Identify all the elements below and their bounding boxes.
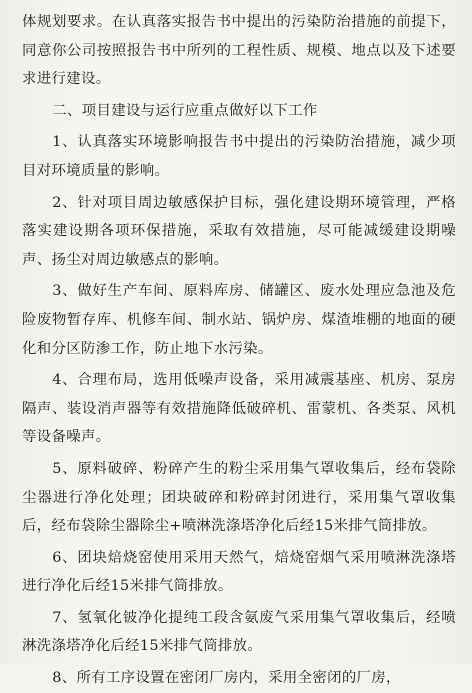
item-3: 3、做好生产车间、原料库房、储罐区、废水处理应急池及危险废物暂存库、机修车间、制水站、锅炉房、煤渣堆棚的地面的硬化和分区防渗工作，防止地下水污染。 [22, 283, 456, 357]
item-5: 5、原料破碎、粉碎产生的粉尘采用集气罩收集后，经布袋除尘器进行净化处理；团块破碎和粉碎封闭进行，采用集气罩收集后，经布袋除尘器除尘+喷淋洗涤塔净化后经15米排气筒排放。 [22, 460, 456, 535]
item-1: 1、认真落实环境影响报告书中提出的污染防治措施，减少项目对环境质量的影响。 [22, 134, 456, 179]
section-heading-2: 二、项目建设与运行应重点做好以下工作 [52, 102, 318, 119]
item-8: 8、所有工序设置在密闭厂房内，采用全密闭的厂房， [52, 670, 401, 687]
item-6: 6、团块焙烧窑使用采用天然气，焙烧窑烟气采用喷淋洗涤塔进行净化后经15米排气筒排放。 [22, 549, 456, 595]
paragraph-approval: 体规划要求。在认真落实报告书中提出的污染防治措施的前提下，同意你公司按照报告书中所列的工程性质、规模、地点以及下述要求进行建设。 [22, 14, 456, 88]
item-7: 7、氢氧化铍净化提纯工段含氨废气采用集气罩收集后，经喷淋洗涤塔净化后经15米排气筒排放。 [22, 609, 456, 655]
item-4: 4、合理布局，选用低噪声设备，采用减震基座、机房、泵房隔声、装设消声器等有效措施降低破碎机、雷蒙机、各类泵、风机等设备噪声。 [22, 372, 456, 446]
item-2: 2、针对项目周边敏感保护目标，强化建设期环境管理，严格落实建设期各项环保措施，采取有效措施，尽可能减缓建设期噪声、扬尘对周边敏感点的影响。 [22, 194, 456, 268]
